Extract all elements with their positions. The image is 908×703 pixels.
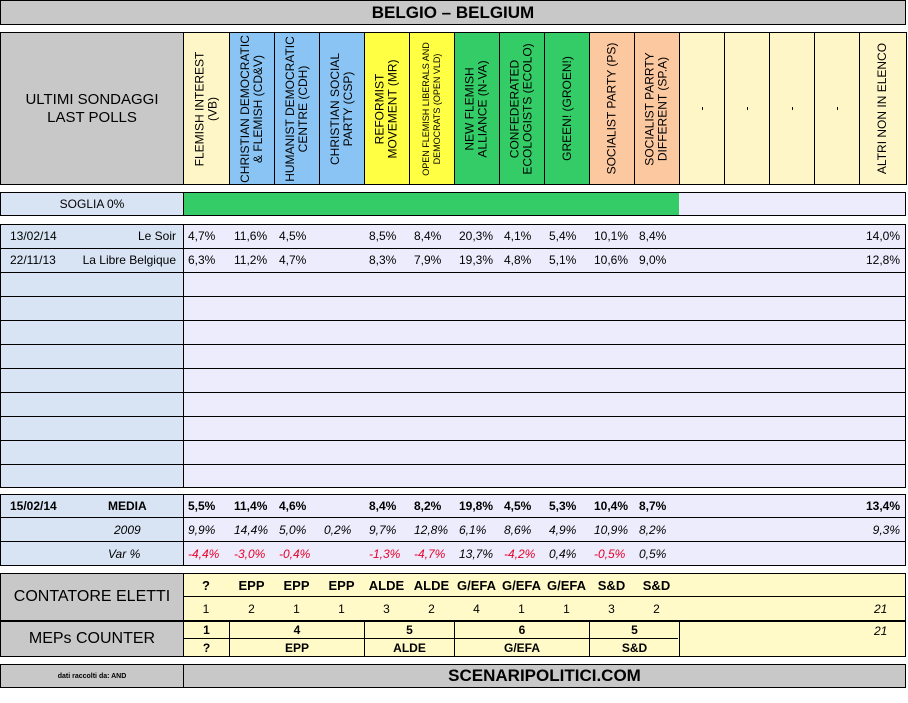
media-value: 19,8%: [459, 499, 494, 513]
contatore-group: EPP: [238, 577, 265, 593]
poll-value: 4,5%: [279, 229, 307, 243]
party-name-line: SOCIALIST PARRTY: [643, 51, 657, 166]
contatore-seats: 1: [518, 602, 525, 616]
poll-value: 11,2%: [234, 253, 268, 267]
party-name-line: (VB): [205, 96, 220, 121]
party-name-line: SOCIALIST PARTY (PS): [604, 42, 619, 175]
var-value: -4,4%: [188, 547, 220, 561]
poll-value: 14,0%: [865, 229, 900, 243]
party-name: [284, 36, 310, 182]
year-value: 14,4%: [234, 523, 269, 537]
party-name-line: CHRISTIAN SOCIAL: [328, 52, 342, 165]
party-name-line: HUMANIST DEMOCRATIC: [283, 35, 297, 182]
poll-value: 4,1%: [504, 229, 532, 243]
party-name-line: ECOLOGISTS (ECOLO): [521, 42, 536, 175]
party-name: [464, 60, 490, 157]
poll-value: 8,4%: [414, 229, 442, 243]
var-label: Var %: [108, 547, 141, 561]
party-name-line: NEW FLEMISH: [463, 66, 478, 151]
party-name-line: GREEN! (GROEN!): [559, 56, 574, 161]
meps-block-group: S&D: [621, 640, 648, 655]
meps-block: [589, 621, 680, 657]
poll-value: 8,5%: [369, 229, 397, 243]
party-header-cell: [724, 32, 770, 185]
year-value: 4,9%: [549, 523, 577, 537]
poll-value: 8,3%: [369, 253, 397, 267]
poll-row-divider: [0, 392, 906, 393]
meps-label: MEPs COUNTER: [0, 621, 184, 657]
contatore-group: G/EFA: [501, 577, 541, 593]
contatore-group: S&D: [597, 577, 626, 593]
party-header-cell: [364, 32, 410, 185]
poll-value: 4,8%: [504, 253, 532, 267]
poll-row-divider: [0, 416, 906, 417]
var-value: -4,7%: [414, 547, 446, 561]
poll-row-divider: [0, 248, 906, 249]
party-name: [831, 107, 844, 111]
poll-value: 5,1%: [549, 253, 577, 267]
party-name: [786, 107, 799, 111]
party-name-line: CENTRE (CDH): [296, 65, 310, 152]
meps-block-group: ?: [202, 640, 211, 655]
party-name-line: CONFEDERATED: [508, 59, 523, 158]
poll-value: 11,6%: [234, 229, 268, 243]
poll-date: 13/02/14: [10, 229, 57, 243]
meps-block-group: EPP: [284, 640, 309, 655]
poll-value: 6,3%: [188, 253, 216, 267]
meps-block-seats: 4: [293, 623, 301, 637]
party-name: [194, 51, 220, 166]
poll-row-divider: [0, 368, 906, 369]
var-value: -4,2%: [504, 547, 536, 561]
contatore-seats: 2: [428, 602, 435, 616]
poll-value: 12,8%: [865, 253, 900, 267]
contatore-label: CONTATORE ELETTI: [0, 573, 184, 621]
var-value: -0,5%: [594, 547, 626, 561]
year-value: 9,7%: [369, 523, 397, 537]
party-name: [509, 43, 535, 174]
media-value: 13,4%: [865, 499, 900, 513]
media-value: 5,3%: [549, 499, 577, 513]
party-name-line: -: [739, 106, 754, 111]
party-name-line: ALTRI NON IN ELENCO: [875, 42, 890, 175]
year-value: 6,1%: [459, 523, 487, 537]
party-name: [421, 42, 443, 176]
year-value: 8,2%: [639, 523, 667, 537]
year-value: 9,3%: [872, 523, 900, 537]
polls-header-label: [0, 32, 184, 185]
party-name: [741, 107, 754, 111]
contatore-group: ALDE: [368, 577, 405, 593]
party-header-cell: [409, 32, 455, 185]
contatore-seats: 1: [293, 602, 300, 616]
footer-note: dati raccolti da: AND: [0, 664, 184, 688]
party-name: [239, 35, 265, 183]
poll-row-divider: [0, 320, 906, 321]
header-line-2: LAST POLLS: [47, 108, 137, 126]
party-name-line: OPEN FLEMISH LIBERALS AND: [421, 41, 432, 176]
meps-block-seats: 5: [406, 623, 413, 637]
year-value: 8,6%: [504, 523, 532, 537]
party-header-cell: [589, 32, 635, 185]
contatore-seats: 1: [202, 602, 210, 616]
contatore-group: EPP: [328, 577, 355, 593]
year-value: 10,9%: [594, 523, 629, 537]
party-header-cell: [229, 32, 275, 185]
poll-date: 22/11/13: [10, 253, 56, 267]
party-name-line: ALLIANCE (N-VA): [476, 59, 491, 158]
meps-block-seats: 6: [518, 623, 526, 637]
media-value: 8,2%: [414, 499, 442, 513]
meps-block: [229, 621, 365, 657]
party-name-line: -: [829, 106, 844, 111]
party-header-cell: [859, 32, 907, 185]
party-header-cell: [679, 32, 725, 185]
var-value: -1,3%: [369, 547, 401, 561]
party-name-line: CHRISTIAN DEMOCRATIC: [238, 34, 252, 183]
poll-value: 10,6%: [594, 253, 629, 267]
party-header-cell: [319, 32, 365, 185]
contatore-seats: 2: [653, 602, 660, 616]
contatore-seats: 2: [248, 602, 255, 616]
poll-value: 7,9%: [414, 253, 442, 267]
year-label: 2009: [114, 523, 141, 537]
threshold-label: SOGLIA 0%: [0, 192, 184, 216]
party-name-line: -: [694, 106, 709, 111]
meps-block: [183, 621, 230, 657]
header-line-1: ULTIMI SONDAGGI: [25, 90, 159, 108]
media-value: 5,5%: [188, 499, 216, 513]
party-name-line: MOVEMENT (MR): [386, 58, 401, 159]
media-date: 15/02/14: [10, 499, 57, 513]
meps-block-seats: 5: [631, 623, 638, 637]
contatore-group: G/EFA: [546, 577, 586, 593]
contatore-total: 21: [874, 602, 888, 616]
meps-block: [454, 621, 590, 657]
var-value: -3,0%: [234, 547, 266, 561]
party-header-cell: [769, 32, 815, 185]
contatore-seats: 1: [563, 602, 570, 616]
poll-source: La Libre Belgique: [82, 253, 176, 267]
var-value: 13,7%: [459, 547, 494, 561]
poll-row-divider: [0, 272, 906, 273]
party-name: [561, 56, 574, 161]
party-name: [644, 52, 670, 165]
party-header-cell: [454, 32, 500, 185]
contatore-group: G/EFA: [456, 577, 496, 593]
media-label: MEDIA: [108, 499, 147, 513]
meps-block-group: G/EFA: [503, 640, 540, 655]
media-value: 4,5%: [504, 499, 532, 513]
party-name: [374, 59, 400, 158]
poll-value: 4,7%: [279, 253, 307, 267]
contatore-group: EPP: [283, 577, 310, 593]
media-value: 10,4%: [594, 499, 629, 513]
media-value: 8,4%: [369, 499, 397, 513]
poll-value: 9,0%: [639, 253, 667, 267]
party-name-line: DEMOCRATS (OPEN VLD): [432, 53, 443, 164]
party-name: [696, 107, 709, 111]
poll-source: Le Soir: [137, 229, 176, 243]
poll-row-divider: [0, 344, 906, 345]
party-header-cell: [183, 32, 230, 185]
poll-value: 10,1%: [594, 229, 629, 243]
poll-row-divider: [0, 440, 906, 441]
media-value: 11,4%: [234, 499, 268, 513]
contatore-group: ?: [202, 577, 210, 593]
footer-site[interactable]: SCENARIPOLITICI.COM: [183, 664, 906, 688]
poll-value: 5,4%: [549, 229, 577, 243]
page-title: BELGIO – BELGIUM: [0, 0, 906, 25]
party-header-cell: [814, 32, 860, 185]
poll-row-divider: [0, 296, 906, 297]
party-name-line: DIFFERENT (SP.A): [656, 56, 670, 161]
poll-value: 20,3%: [459, 229, 494, 243]
contatore-seats: 4: [473, 602, 480, 616]
party-name-line: PARTY (CSP): [341, 71, 355, 146]
media-value: 4,6%: [279, 499, 307, 513]
var-value: 0,4%: [549, 547, 577, 561]
party-name-line: REFORMIST: [373, 73, 388, 144]
party-name: [877, 43, 890, 174]
poll-value: 19,3%: [459, 253, 494, 267]
contatore-group: S&D: [642, 577, 671, 593]
meps-block-seats: 1: [203, 623, 210, 637]
poll-value: 8,4%: [639, 229, 667, 243]
contatore-group: ALDE: [413, 577, 450, 593]
poll-value: 4,7%: [188, 229, 216, 243]
var-value: -0,4%: [279, 547, 311, 561]
party-name-line: FLEMISH INTEREST: [192, 51, 207, 166]
poll-row-divider: [0, 464, 906, 465]
party-header-cell: [274, 32, 320, 185]
party-header-cell: [634, 32, 680, 185]
party-header-cell: [499, 32, 545, 185]
meps-block: [364, 621, 455, 657]
media-value: 8,7%: [639, 499, 667, 513]
party-name: [329, 52, 355, 164]
year-value: 5,0%: [279, 523, 307, 537]
party-name-line: -: [784, 106, 799, 111]
contatore-seats: 3: [383, 602, 390, 616]
contatore-seats: 3: [608, 602, 615, 616]
year-value: 0,2%: [324, 523, 352, 537]
party-header-cell: [544, 32, 590, 185]
threshold-bar: [184, 193, 679, 215]
meps-total: 21: [874, 624, 888, 638]
contatore-seats: 1: [338, 602, 345, 616]
var-value: 0,5%: [639, 547, 667, 561]
party-name: [606, 43, 619, 175]
party-name-line: & FLEMISH (CD&V): [251, 54, 265, 163]
year-value: 9,9%: [188, 523, 216, 537]
threshold-bar-track: [183, 192, 906, 216]
year-value: 12,8%: [414, 523, 449, 537]
meps-block-group: ALDE: [393, 640, 426, 655]
